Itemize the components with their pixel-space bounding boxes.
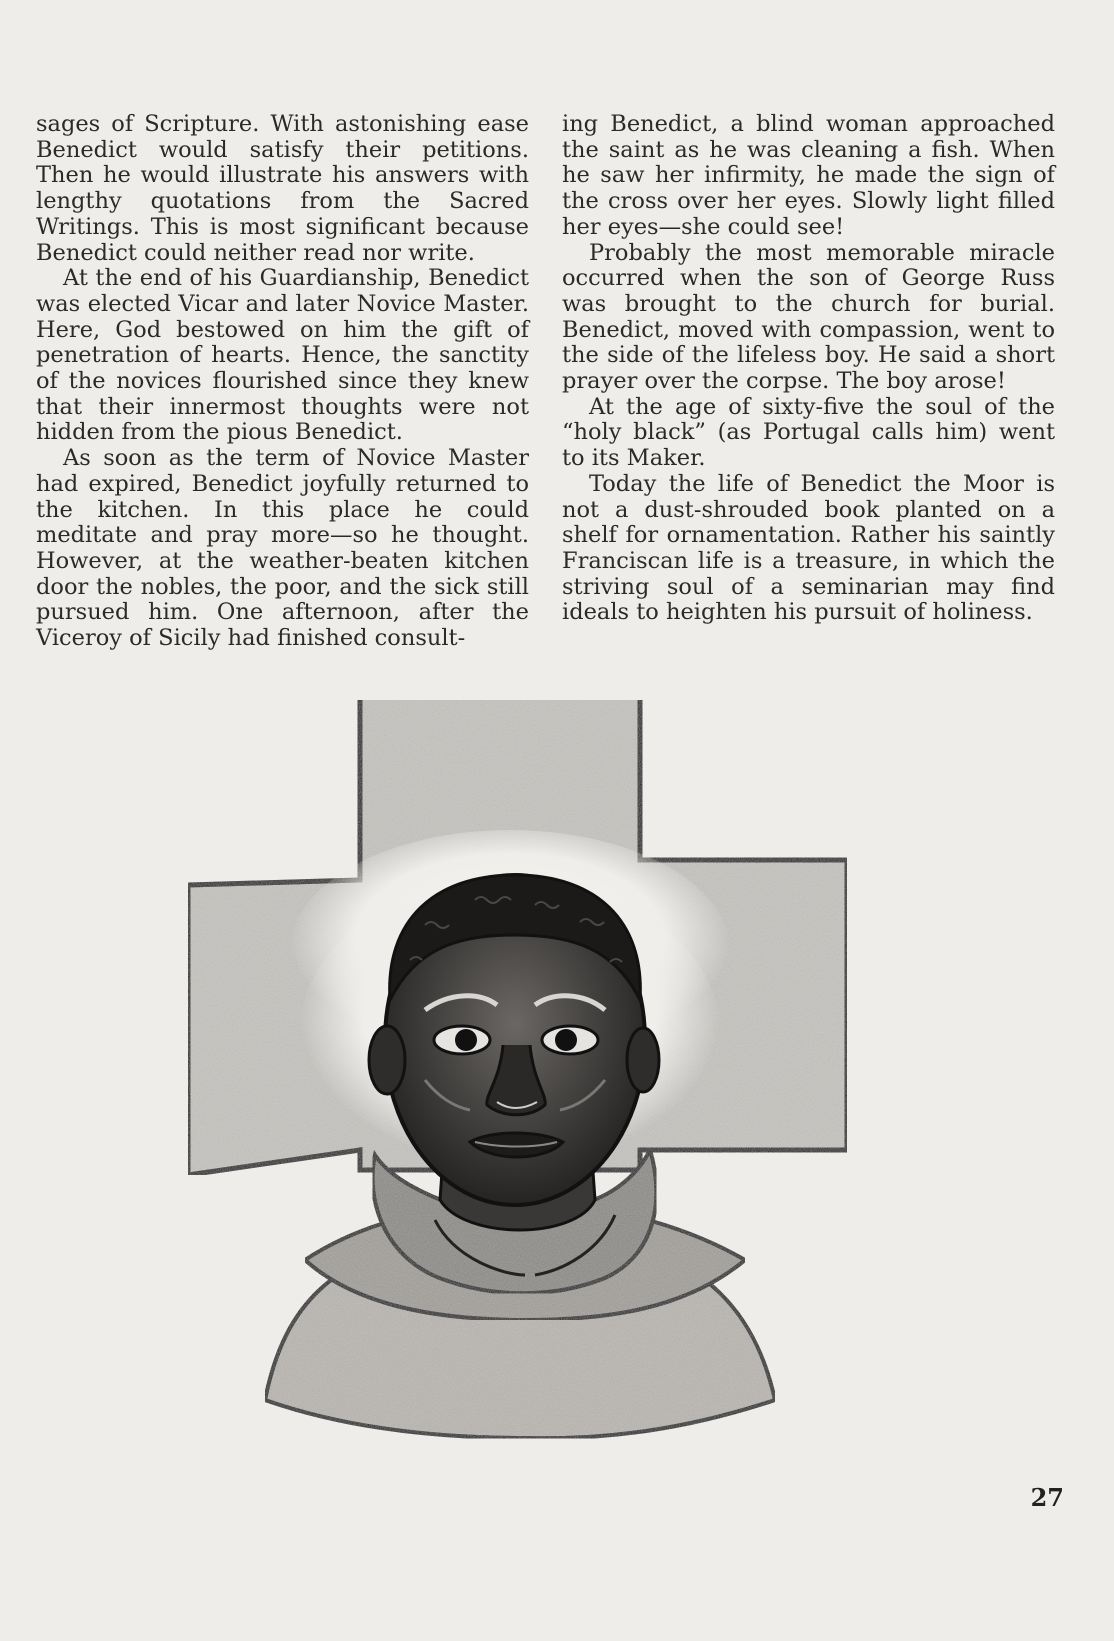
paragraph: At the age of sixty-five the soul of the “holy black” (as Portugal calls him) went to its Maker. — [562, 393, 1055, 472]
paragraph: ing Benedict, a blind woman approached the saint as he was cleaning a fish. When he saw her infirmity, he made the sign of the cross over her eyes. Slowly light filled her eyes—she could see! — [562, 111, 1055, 240]
paragraph: As soon as the term of Novice Master had expired, Benedict joyfully returned to the kitchen. In this place he could meditate and pray more—so he thought. However, at the weather-beaten kitchen door the nobles, the poor, and the sick still pursued him. One afternoon, after the Viceroy of Sicily had finished consult- — [36, 445, 529, 652]
paragraph: sages of Scripture. With astonishing ease Benedict would satisfy their petitions. Then he would illustrate his answers with lengthy quotations from the Sacred Writings. This is most significant because Benedict could neither read nor write. — [36, 111, 529, 266]
text-column-right — [562, 112, 1055, 626]
page-number: 27 — [1030, 1483, 1064, 1512]
paragraph: Today the life of Benedict the Moor is not a dust-shrouded book planted on a shelf for ornamentation. Rather his saintly Franciscan life is a treasure, in which the striving soul of a seminarian may find ideals to heighten his pursuit of holiness. — [562, 470, 1055, 626]
illustration-saint-with-cross — [185, 700, 905, 1500]
text-column-left — [36, 112, 529, 652]
paragraph: At the end of his Guardianship, Benedict was elected Vicar and later Novice Master. Here, God bestowed on him the gift of penetration of hearts. Hence, the sanctity of the novices flourished since they knew that their innermost thoughts were not hidden from the pious Benedict. — [36, 265, 529, 446]
paragraph: Probably the most memorable miracle occurred when the son of George Russ was brought to the church for burial. Benedict, moved with compassion, went to the side of the lifeless boy. He said a short prayer over the corpse. The boy arose! — [562, 239, 1055, 395]
